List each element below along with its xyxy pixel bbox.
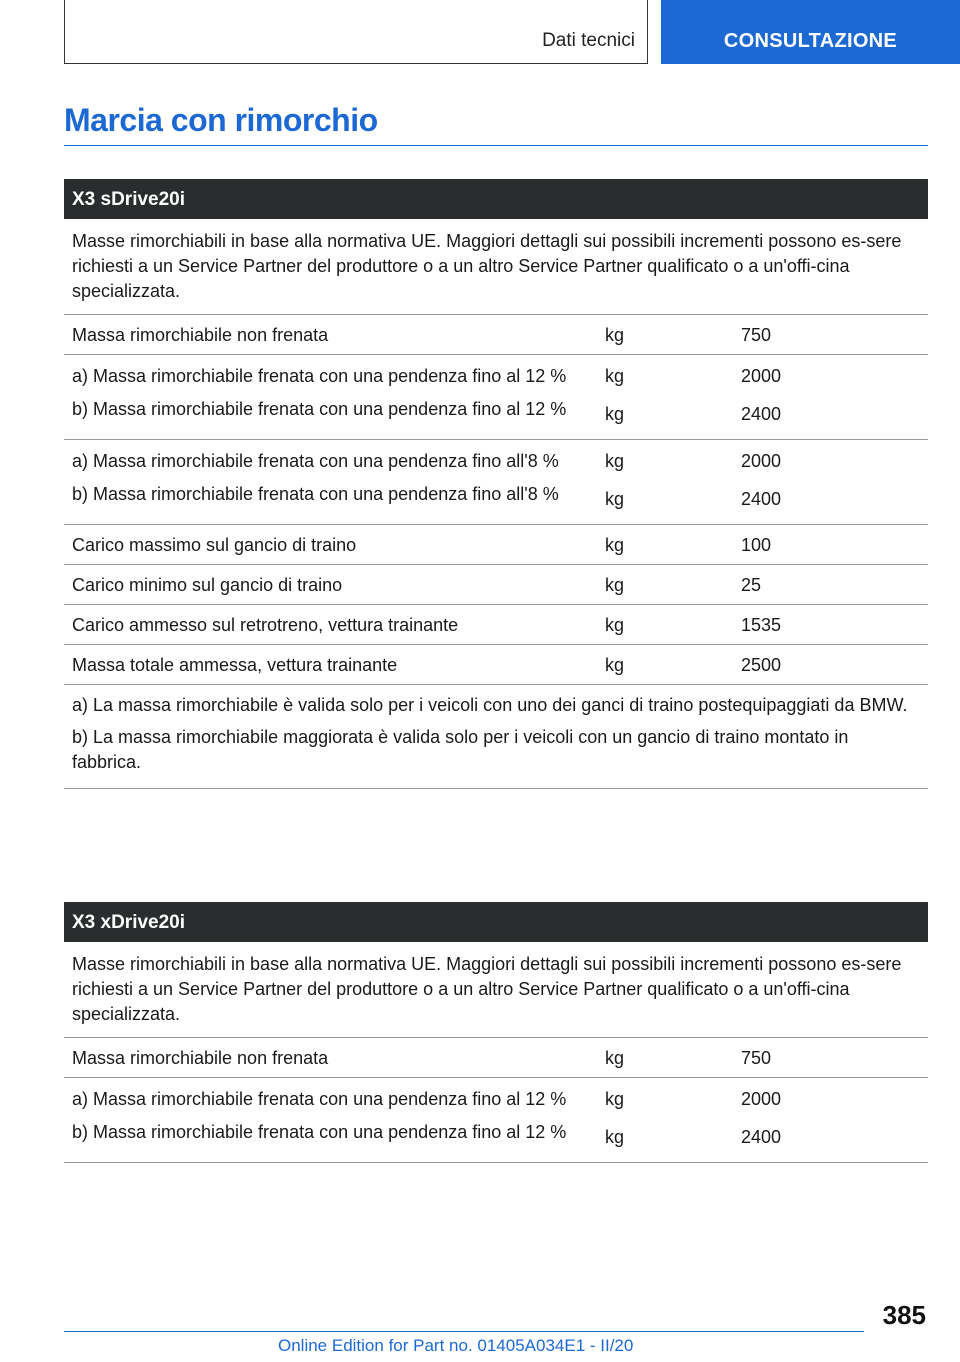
row-unit: kg [605,575,625,595]
section-heading: X3 sDrive20i [64,179,928,219]
section-x3-sdrive20i [64,179,928,789]
row-label: Carico massimo sul gancio di traino [72,535,357,555]
row-unit-b: kg [605,1127,625,1147]
footer-edition-text: Online Edition for Part no. 01405A034E1 - II/20 [278,1336,634,1355]
row-label: Carico minimo sul gancio di traino [72,575,343,595]
row-label: Carico ammesso sul retrotreno, vettura trainante [72,615,459,635]
table-row [64,1078,928,1163]
table-row [64,645,928,685]
header-section-label: Dati tecnici [542,30,635,51]
section-intro: Masse rimorchiabili in base alla normativa UE. Maggiori dettagli sui possibili incrementi possono es-sere richiesti a un Service Partner del produttore o a un altro Service Partner qualificato o a un'offi-cina specializzata. [64,942,928,1038]
row-value-a: 2000 [741,451,782,471]
row-value: 750 [741,1048,772,1068]
row-label-b: b) Massa rimorchiabile frenata con una pendenza fino al 12 % [72,399,567,419]
row-value: 25 [741,575,762,595]
table-row [64,355,928,440]
row-value: 1535 [741,615,782,635]
section-heading: X3 xDrive20i [64,902,928,942]
row-label: Massa totale ammessa, vettura trainante [72,655,398,675]
row-label-a: a) Massa rimorchiabile frenata con una pendenza fino al 12 % [72,366,567,386]
row-label: Massa rimorchiabile non frenata [72,1048,329,1068]
row-unit: kg [605,535,625,555]
title-divider [64,145,928,146]
row-label: Massa rimorchiabile non frenata [72,325,329,345]
row-value-b: 2400 [741,489,782,509]
row-label-a: a) Massa rimorchiabile frenata con una pendenza fino al 12 % [72,1089,567,1109]
row-label-b: b) Massa rimorchiabile frenata con una pendenza fino all'8 % [72,484,559,504]
header-tab-consultazione[interactable] [661,0,960,64]
footnote-a: a) La massa rimorchiabile è valida solo per i veicoli con uno dei ganci di traino postequipaggiati da BMW. [72,695,908,715]
table-row [64,565,928,605]
row-value: 100 [741,535,772,555]
footer-divider [64,1331,864,1332]
row-unit-b: kg [605,404,625,424]
section-footnotes [64,685,928,789]
row-label-b: b) Massa rimorchiabile frenata con una pendenza fino al 12 % [72,1122,567,1142]
row-unit-a: kg [605,451,625,471]
row-unit: kg [605,615,625,635]
row-value-a: 2000 [741,1089,782,1109]
row-unit-a: kg [605,1089,625,1109]
table-row [64,605,928,645]
section-x3-xdrive20i [64,902,928,1163]
header-section-box [64,0,648,64]
row-unit: kg [605,325,625,345]
row-unit-b: kg [605,489,625,509]
row-value-b: 2400 [741,1127,782,1147]
section-intro: Masse rimorchiabili in base alla normativa UE. Maggiori dettagli sui possibili incrementi possono es-sere richiesti a un Service Partner del produttore o a un altro Service Partner qualificato o a un'offi-cina specializzata. [64,219,928,315]
table-row [64,1038,928,1078]
footnote-b: b) La massa rimorchiabile maggiorata è valida solo per i veicoli con un gancio di traino montato in fabbrica. [72,727,849,772]
row-value-b: 2400 [741,404,782,424]
header-tab-label: CONSULTAZIONE [723,30,898,52]
row-value-a: 2000 [741,366,782,386]
table-row [64,440,928,525]
row-unit: kg [605,655,625,675]
row-unit-a: kg [605,366,625,386]
table-row [64,525,928,565]
page-title: Marcia con rimorchio [64,102,378,138]
row-value: 2500 [741,655,782,675]
table-row [64,315,928,355]
page-number: 385 [882,1300,926,1330]
row-value: 750 [741,325,772,345]
row-unit: kg [605,1048,625,1068]
row-label-a: a) Massa rimorchiabile frenata con una pendenza fino all'8 % [72,451,559,471]
